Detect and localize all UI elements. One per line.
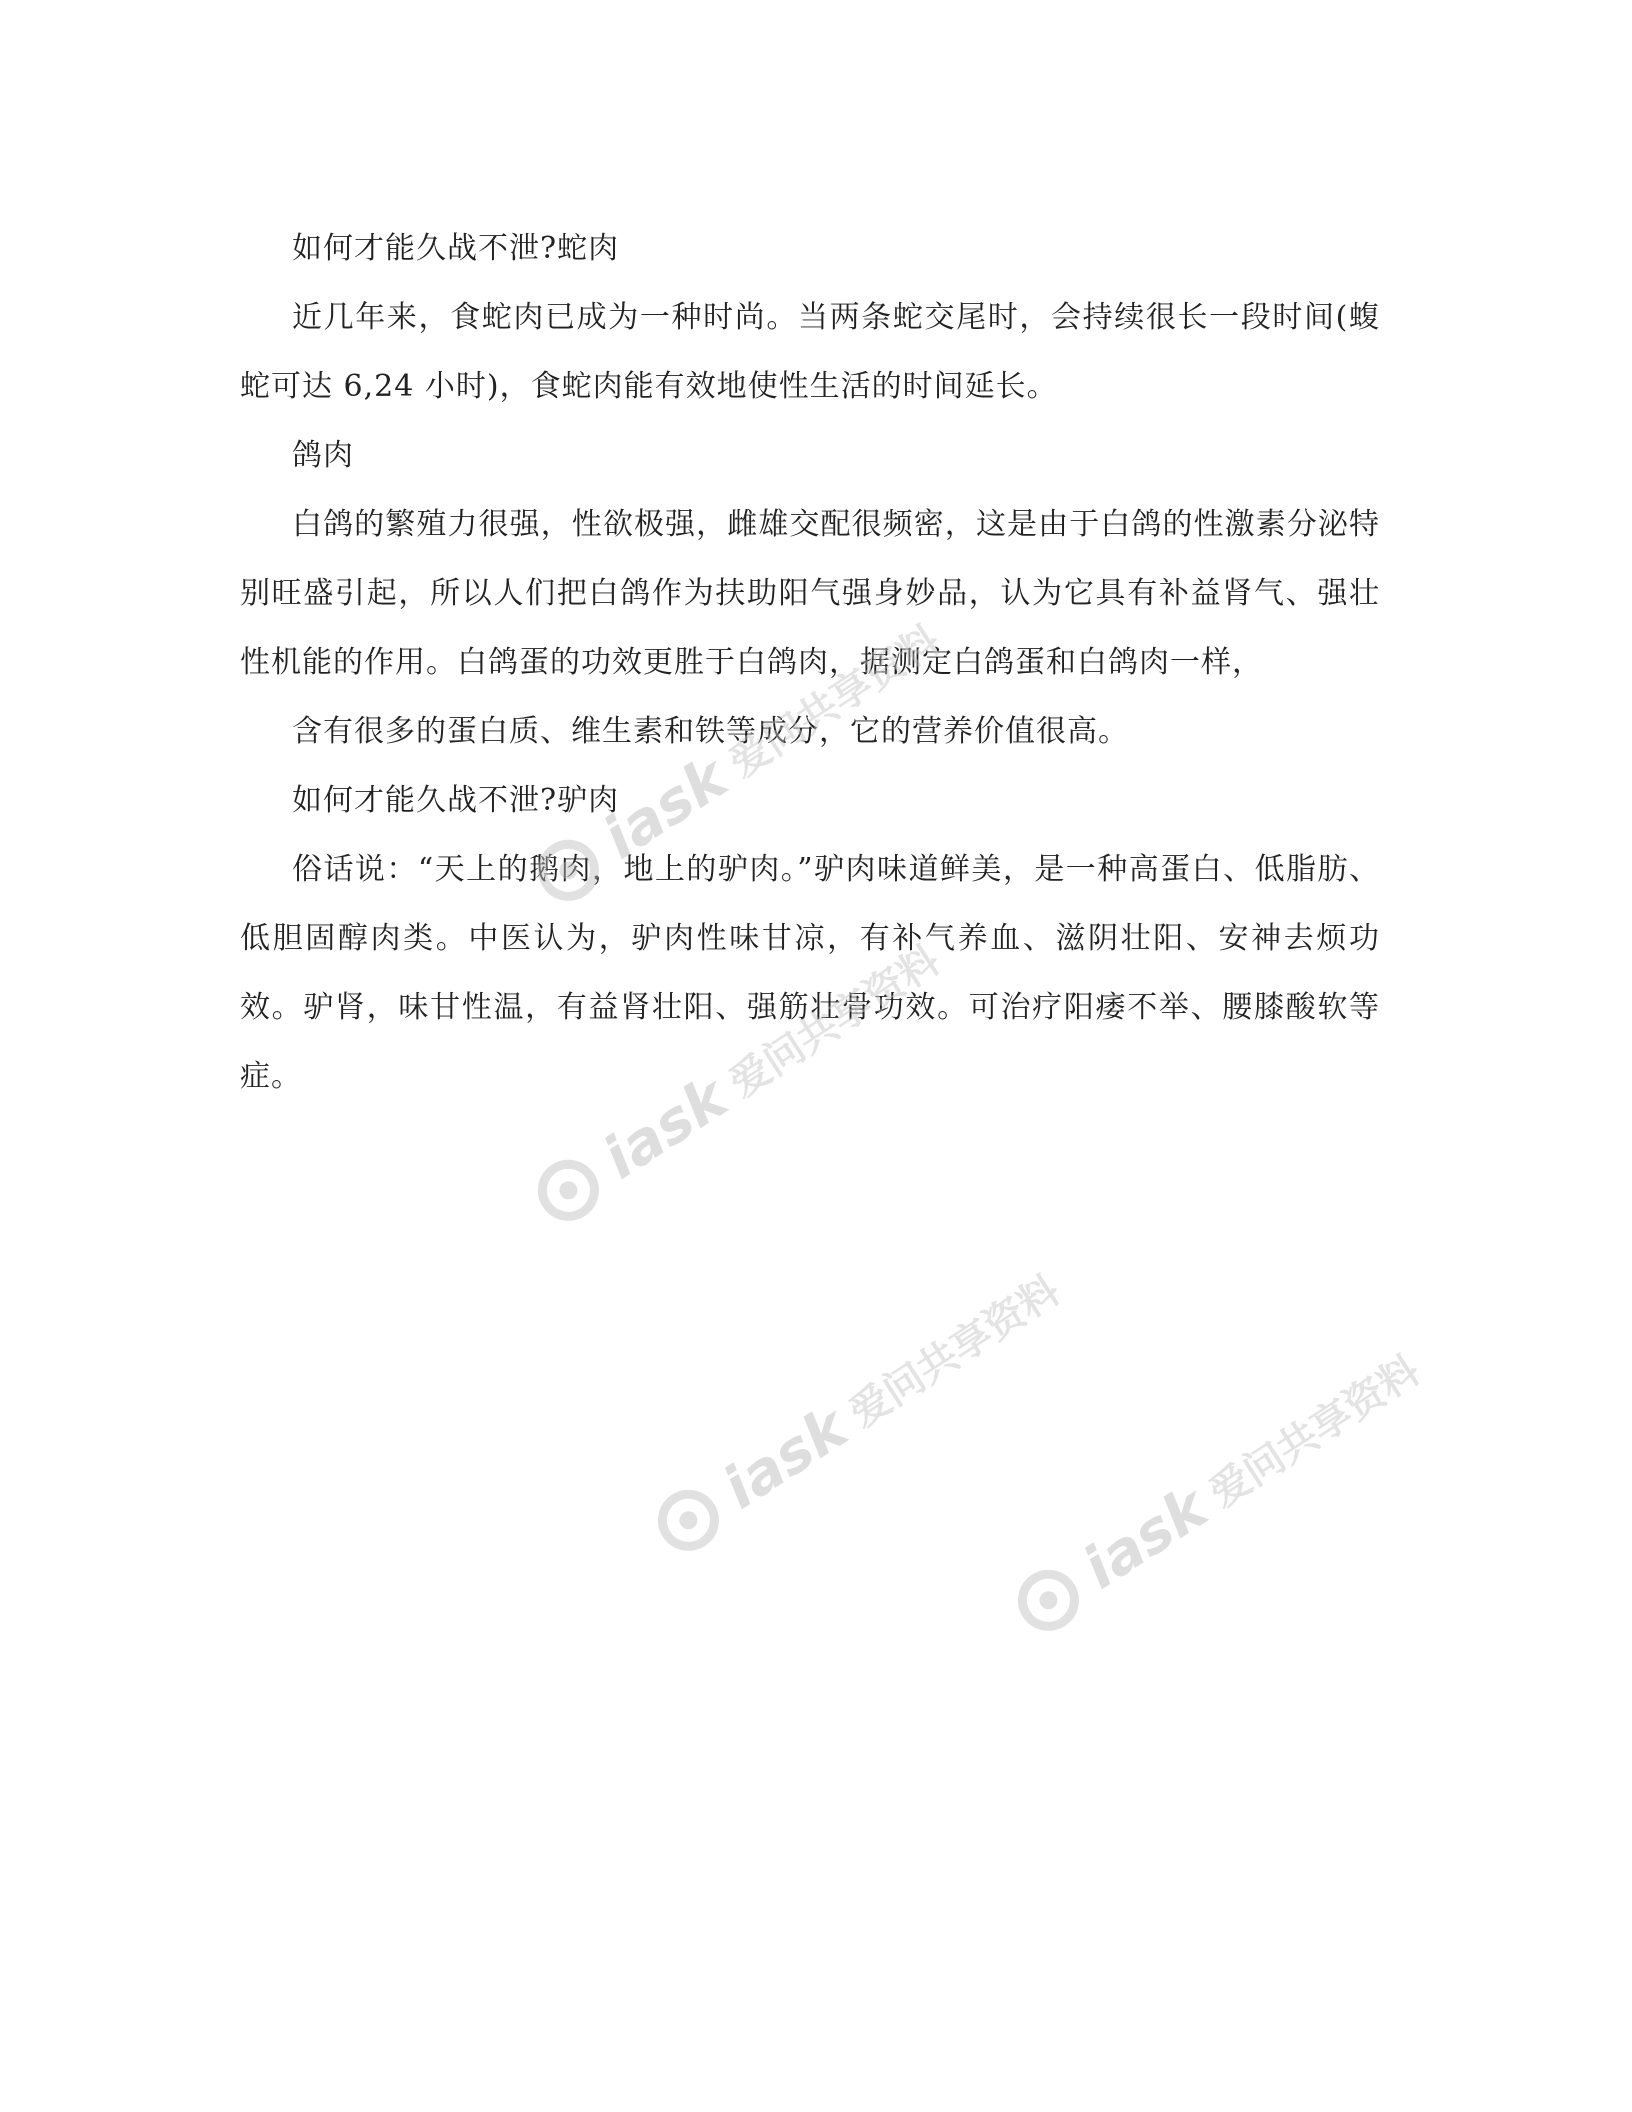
section-heading-snake: 如何才能久战不泄?蛇肉 [292,231,620,266]
paragraph-donkey: 俗话说：“天上的鹅肉，地上的驴肉。”驴肉味道鲜美，是一种高蛋白、低脂肪、低胆固醇肉类。中医认为，驴肉性味甘凉，有补气养血、滋阴壮阳、安神去烦功效。驴肾，味甘性温，有益肾壮阳、强筋壮骨功效。可治疗阳痿不举、腰膝酸软等症。 [240,852,1380,1094]
iask-logo-icon [1000,1552,1097,1649]
watermark-brand: iask [590,1063,739,1193]
watermark-brand: iask [710,1393,859,1523]
paragraph-pigeon-continued: 含有很多的蛋白质、维生素和铁等成分，它的营养价值很高。 [292,714,1129,749]
watermark-text: 爱问共享资料 [721,936,948,1107]
watermark-brand: iask [1070,1473,1219,1603]
paragraph-snake: 近几年来，食蛇肉已成为一种时尚。当两条蛇交尾时，会持续很长一段时间(蝮蛇可达 6,24 小时)，食蛇肉能有效地使性生活的时间延长。 [240,300,1380,404]
section-heading-donkey: 如何才能久战不泄?驴肉 [292,783,620,818]
watermark-brand: iask [590,743,739,873]
document-body [240,214,1380,1111]
iask-logo-icon [520,1142,617,1239]
paragraph-pigeon: 白鸽的繁殖力很强，性欲极强，雌雄交配很频密，这是由于白鸽的性激素分泌特别旺盛引起，所以人们把白鸽作为扶助阳气强身妙品，认为它具有补益肾气、强壮性机能的作用。白鸽蛋的功效更胜于白鸽肉，据测定白鸽蛋和白鸽肉一样， [240,507,1380,680]
watermark-text: 爱问共享资料 [721,616,948,787]
watermark-text: 爱问共享资料 [1201,1346,1428,1517]
section-heading-pigeon: 鸽肉 [292,438,354,473]
watermark-text: 爱问共享资料 [841,1266,1068,1437]
iask-logo-icon [640,1472,737,1569]
watermark [1000,1334,1432,1649]
watermark [640,1254,1072,1569]
